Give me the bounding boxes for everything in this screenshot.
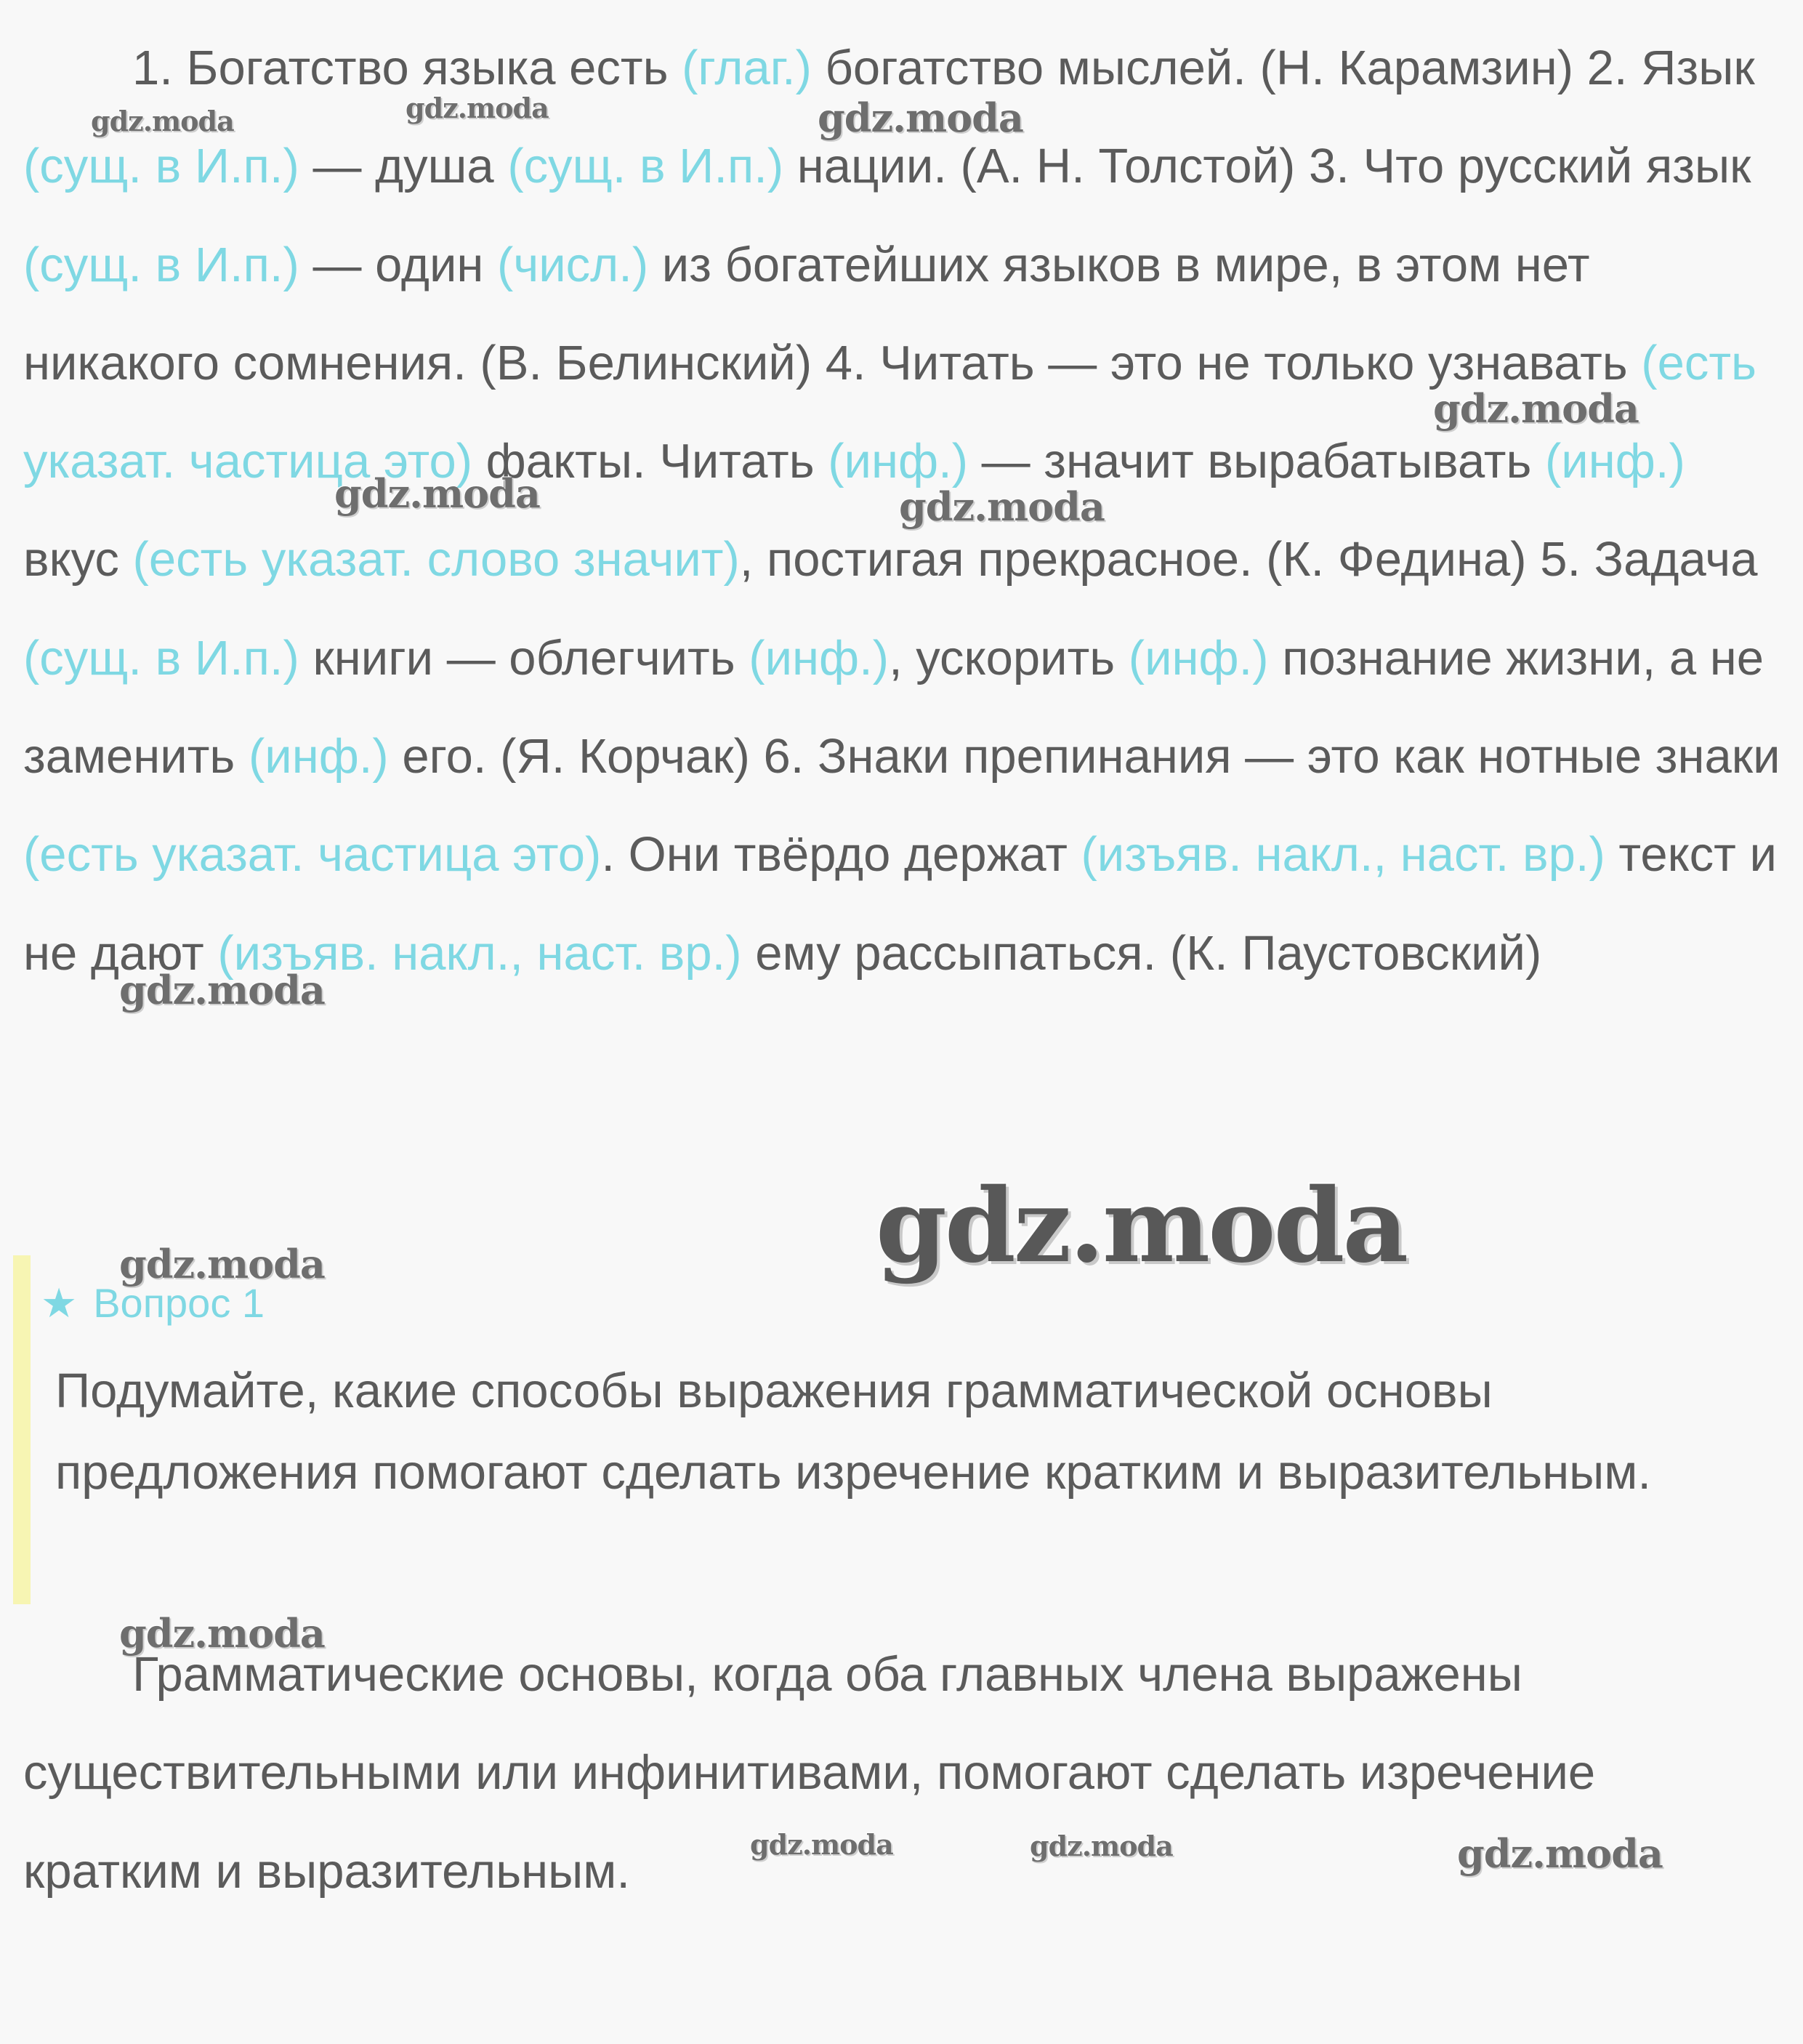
grammar-tag: (сущ. в И.п.)	[507, 139, 784, 194]
watermark: gdz.moda	[91, 105, 234, 137]
watermark: gdz.moda	[818, 94, 1023, 141]
watermark: gdz.moda	[1433, 385, 1639, 432]
text-segment: — душа	[299, 139, 508, 194]
watermark: gdz.moda	[334, 470, 540, 517]
grammar-tag: (инф.)	[1128, 630, 1269, 685]
text-segment: , ускорить	[889, 630, 1129, 685]
text-segment: из богатейших языков в мире, в этом нет никакого сомнения. (В. Белинский) 4. Читать — это не только узнавать	[23, 237, 1642, 390]
grammar-tag: (изъяв. накл., наст. вр.)	[217, 925, 742, 981]
grammar-tag: (сущ. в И.п.)	[23, 237, 299, 292]
text-segment: — значит вырабатывать	[968, 434, 1545, 489]
text-segment: его. (Я. Корчак) 6. Знаки препинания — это как нотные знаки	[388, 729, 1780, 784]
text-segment: познание жизни, а не заменить	[23, 630, 1764, 784]
grammar-tag: (числ.)	[497, 237, 649, 292]
text-segment: . Они твёрдо держат	[601, 827, 1081, 882]
grammar-tag: (есть указат. слово значит)	[132, 532, 740, 587]
watermark: gdz.moda	[406, 92, 549, 124]
grammar-tag: (глаг.)	[682, 41, 812, 95]
text-segment: вкус	[23, 532, 133, 587]
grammar-tag: (есть указат. частица это)	[23, 827, 602, 882]
text-segment: — один	[299, 237, 498, 292]
grammar-tag: (инф.)	[1544, 434, 1685, 489]
grammar-tag: (сущ. в И.п.)	[23, 630, 299, 685]
grammar-tag: (изъяв. накл., наст. вр.)	[1081, 827, 1605, 882]
text-segment: нации. (А. Н. Толстой) 3. Что русский язык	[783, 139, 1751, 194]
text-segment: факты. Читать	[472, 434, 828, 489]
watermark: gdz.moda	[1457, 1830, 1663, 1877]
answer-text: Грамматические основы, когда оба главных члена выражены существительными или инфинитивами, помогают сделать изречение кратким и выразительным.	[23, 1647, 1596, 1899]
grammar-tag: (есть указат. частица это)	[23, 335, 1756, 489]
watermark: gdz.moda	[1030, 1830, 1173, 1862]
text-segment: богатство мыслей. (Н. Карамзин) 2. Язык	[811, 41, 1755, 95]
exercise-text	[23, 19, 1782, 1002]
grammar-tag: (инф.)	[248, 729, 389, 784]
text-segment: , постигая прекрасное. (К. Федина) 5. Задача	[739, 532, 1758, 587]
question-title	[41, 1274, 265, 1332]
watermark: gdz.moda	[899, 483, 1105, 530]
question-title-label: Вопрос 1	[93, 1280, 265, 1326]
question-text: Подумайте, какие способы выражения грамматической основы предложения помогают сделать изречение кратким и выразительным.	[55, 1364, 1651, 1500]
text-segment: 1. Богатство языка есть	[132, 41, 682, 95]
text-segment: книги — облегчить	[299, 630, 749, 685]
text-segment: ему рассыпаться. (К. Паустовский)	[741, 925, 1542, 981]
watermark: gdz.moda	[119, 1610, 325, 1657]
grammar-tag: (сущ. в И.п.)	[23, 139, 299, 194]
text-segment: текст и не дают	[23, 827, 1777, 981]
star-icon: ★	[41, 1280, 78, 1326]
watermark: gdz.moda	[119, 967, 325, 1013]
grammar-tag: (инф.)	[749, 630, 890, 685]
watermark: gdz.moda	[119, 1241, 325, 1287]
grammar-tag: (инф.)	[828, 434, 969, 489]
watermark: gdz.moda	[876, 1167, 1407, 1286]
watermark: gdz.moda	[750, 1828, 893, 1861]
